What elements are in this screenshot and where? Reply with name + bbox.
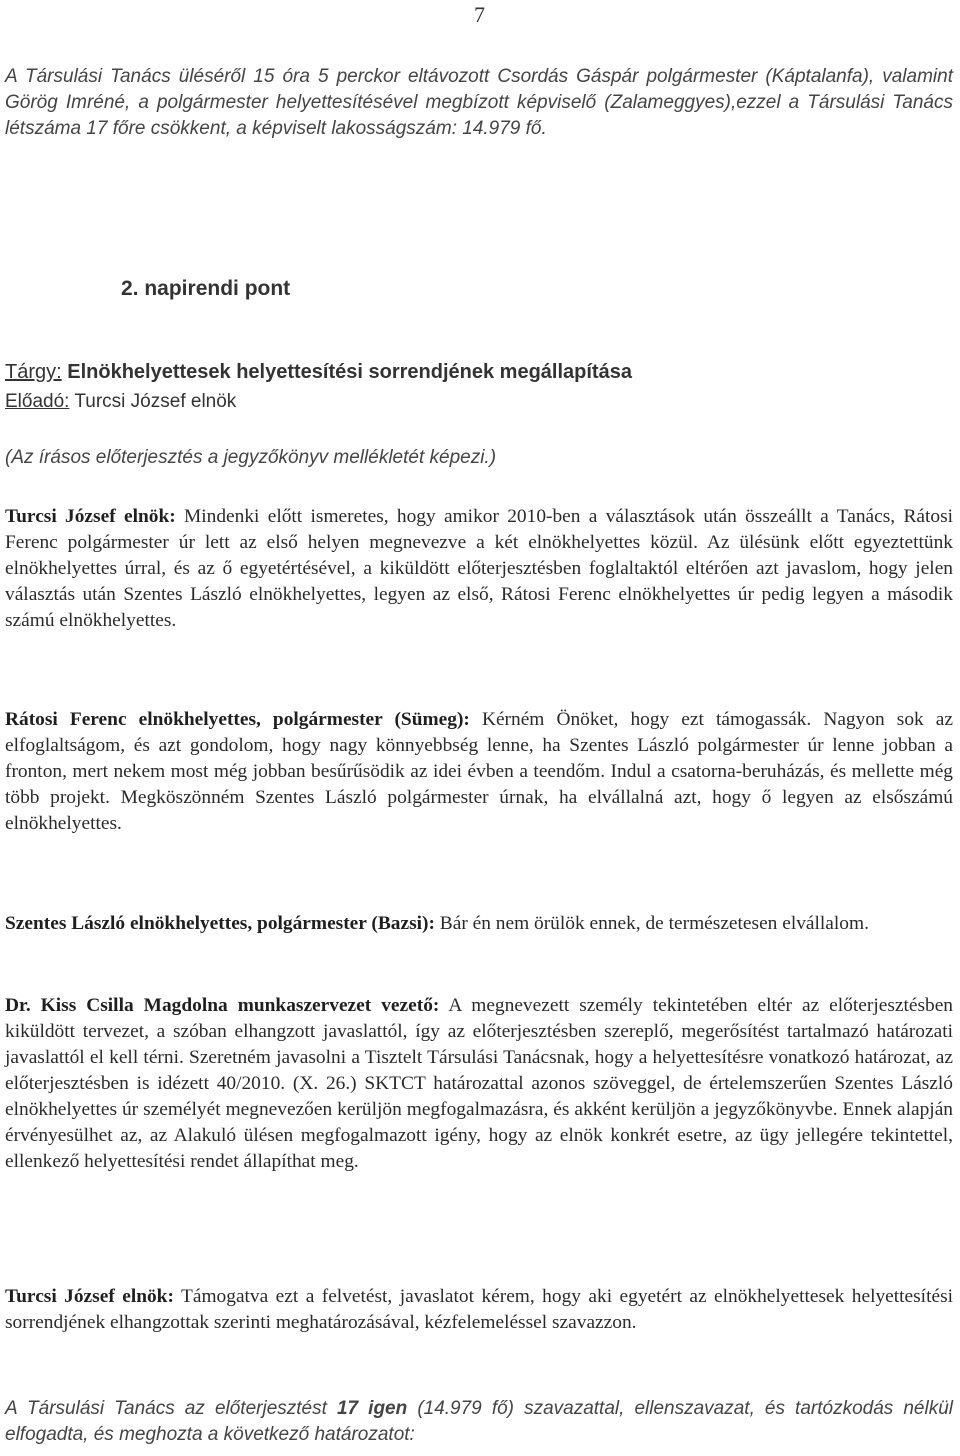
subject-label: Tárgy: <box>5 361 62 383</box>
subject-line <box>5 361 632 384</box>
speech-paragraph <box>5 911 953 937</box>
speaker-name: Szentes László elnökhelyettes, polgármester (Bazsi): <box>5 913 435 934</box>
speech-paragraph <box>5 993 953 1175</box>
presenter-line <box>5 391 236 413</box>
vote-count: 17 igen <box>336 1398 408 1419</box>
speech-text: Kérném Önöket, hogy ezt támogassák. Nagyon sok az elfoglaltságom, és azt gondolom, hogy nagy könnyebbség lenne, ha Szentes László polgármester úr lenne jobban a fronton, mert nekem most még jobban besűrűsödik az idei évben a teendőm. Indul a csatorna-beruházás, és mellette még több projekt. Megköszönném Szentes László polgármester úrnak, ha elvállalná azt, hogy ő legyen az elsőszámú elnökhelyettes. <box>5 709 953 834</box>
speaker-name: Rátosi Ferenc elnökhelyettes, polgármester (Sümeg): <box>5 709 470 730</box>
presenter-name: Turcsi József elnök <box>74 391 237 412</box>
speech-text: A megnevezett személy tekintetében eltér az előterjesztésben kiküldött tervezet, a szóban elhangzott javaslattól, így az előterjesztésben szereplő, megerősítést tartalmazó határozati javaslattól el kell térni. Szeretném javasolni a Tisztelt Társulási Tanácsnak, hogy a helyettesítésre vonatkozó határozat, az előterjesztésben is idézett 40/2010. (X. 26.) SKTCT határozattal azonos szöveggel, de értelemszerűen Szentes László elnökhelyettes úr személyét megnevezően kerüljön megfogalmazásra, és akként kerüljön a jegyzőkönyvbe. Ennek alapján érvényesülhet az, az Alakuló ülésen megfogalmazott igény, hogy az elnök konkrét esetre, az ügy jellegére tekintettel, ellenkező helyettesítési rendet állapíthat meg. <box>5 995 954 1172</box>
vote-result <box>5 1396 953 1448</box>
speech-text: Támogatva ezt a felvetést, javaslatot kérem, hogy aki egyetért az elnökhelyettesek helyettesítési sorrendjének elhangzottak szerinti meghatározásával, kézfelemeléssel szavazzon. <box>5 1286 953 1333</box>
speech-paragraph <box>5 504 953 634</box>
speech-text: Mindenki előtt ismeretes, hogy amikor 2010-ben a választások után összeállt a Tanács, Rátosi Ferenc polgármester úr lett az első helyen megnevezve a két elnökhelyettes közül. Az ülésünk előtt egyeztettünk elnökhelyettes úrral, és az ő egyetértésével, a kiküldött előterjesztésben foglaltaktól eltérően azt javaslom, hogy jelen választás után Szentes László elnökhelyettes, legyen az első, Rátosi Ferenc elnökhelyettes úr pedig legyen a második számú elnökhelyettes. <box>5 506 954 631</box>
page-number: 7 <box>474 2 485 27</box>
speech-paragraph <box>5 707 953 837</box>
presenter-label: Előadó: <box>5 391 70 412</box>
agenda-heading: 2. napirendi pont <box>121 277 291 300</box>
speaker-name: Dr. Kiss Csilla Magdolna munkaszervezet vezető: <box>5 995 440 1016</box>
vote-result-outcome: (14.979 fő) szavazattal, ellenszavazat, és tartózkodás nélkül elfogadta, és meghozta a következő határozatot: <box>5 1398 953 1445</box>
vote-result-intro: A Társulási Tanács az előterjesztést <box>5 1398 327 1419</box>
speech-text: Bár én nem örülök ennek, de természetesen elvállalom. <box>439 913 869 934</box>
subject-title: Elnökhelyettesek helyettesítési sorrendjének megállapítása <box>67 361 632 383</box>
intro-paragraph: A Társulási Tanács üléséről 15 óra 5 perckor eltávozott Csordás Gáspár polgármester (Káptalanfa), valamint Görög Imréné, a polgármester helyettesítésével megbízott képviselő (Zalameggyes),ezzel a Társulási Tanács létszáma 17 főre csökkent, a képviselt lakosságszám: 14.979 fő. <box>5 66 953 139</box>
attachment-note: (Az írásos előterjesztés a jegyzőkönyv mellékletét képezi.) <box>5 447 497 468</box>
speaker-name: Turcsi József elnök: <box>5 506 176 527</box>
speaker-name: Turcsi József elnök: <box>5 1286 174 1307</box>
speech-paragraph <box>5 1284 953 1336</box>
